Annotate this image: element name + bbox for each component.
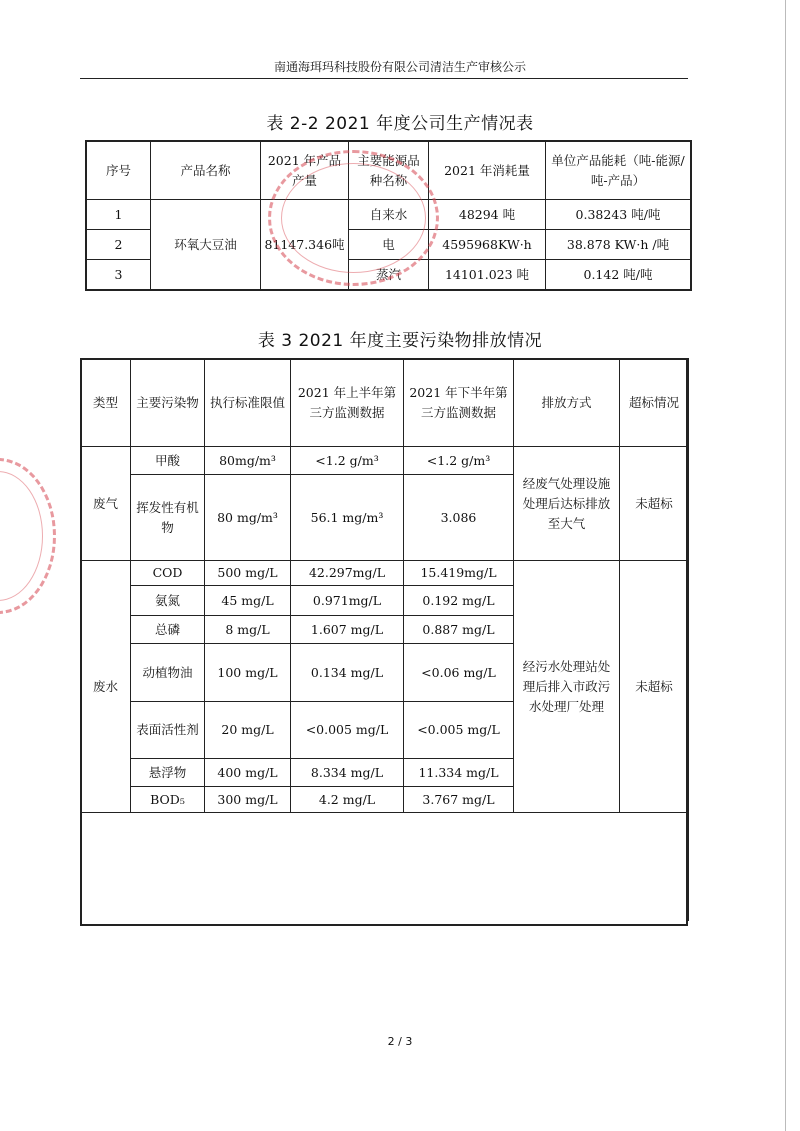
table1-title: 表 2-2 2021 年度公司生产情况表	[266, 114, 534, 134]
product-name: 环氧大豆油	[151, 200, 261, 290]
h2-value: 15.419mg/L	[404, 561, 514, 586]
pollutant: COD	[131, 561, 205, 586]
limit: 80 mg/m³	[205, 475, 291, 561]
header-cell: 2021 年消耗量	[429, 142, 546, 200]
table-row	[87, 200, 691, 230]
header-cell: 超标情况	[620, 359, 689, 447]
h2-value: 0.887 mg/L	[404, 616, 514, 644]
header-cell: 产品名称	[151, 142, 261, 200]
header-cell: 序号	[87, 142, 151, 200]
limit: 300 mg/L	[205, 787, 291, 813]
consumption: 4595968KW·h	[429, 230, 546, 260]
table-header-row	[87, 142, 691, 200]
h1-value: 0.971mg/L	[291, 586, 404, 616]
header-cell: 2021 年产品产量	[261, 142, 349, 200]
limit: 20 mg/L	[205, 702, 291, 759]
page-edge	[785, 0, 786, 1131]
water-method: 经污水处理站处理后排入市政污水处理厂处理	[514, 561, 620, 813]
row-number: 2	[87, 230, 151, 260]
consumption: 14101.023 吨	[429, 260, 546, 290]
header-cell: 单位产品能耗（吨-能源/吨-产品）	[546, 142, 691, 200]
h1-value: 42.297mg/L	[291, 561, 404, 586]
h1-value: 56.1 mg/m³	[291, 475, 404, 561]
empty-cell	[81, 813, 689, 921]
table-row	[81, 561, 689, 586]
page-number: 2 / 3	[387, 1035, 413, 1048]
h2-value: <0.06 mg/L	[404, 644, 514, 702]
limit: 500 mg/L	[205, 561, 291, 586]
h1-value: 1.607 mg/L	[291, 616, 404, 644]
table2-title: 表 3 2021 年度主要污染物排放情况	[257, 331, 543, 351]
limit: 8 mg/L	[205, 616, 291, 644]
h1-value: 0.134 mg/L	[291, 644, 404, 702]
document-header: 南通海珥玛科技股份有限公司清洁生产审核公示	[273, 60, 526, 74]
pollutant: 挥发性有机物	[131, 475, 205, 561]
partial-seal	[0, 458, 56, 614]
water-type: 废水	[81, 561, 131, 813]
pollutant: 表面活性剂	[131, 702, 205, 759]
h2-value: 3.767 mg/L	[404, 787, 514, 813]
header-cell: 类型	[81, 359, 131, 447]
header-cell: 执行标准限值	[205, 359, 291, 447]
energy-type: 蒸汽	[349, 260, 429, 290]
h1-value: <1.2 g/m³	[291, 447, 404, 475]
pollutant: 氨氮	[131, 586, 205, 616]
pollutant: 总磷	[131, 616, 205, 644]
product-output: 81147.346吨	[261, 200, 349, 290]
row-number: 1	[87, 200, 151, 230]
limit: 45 mg/L	[205, 586, 291, 616]
pollutant: 悬浮物	[131, 759, 205, 787]
emission-table	[80, 358, 689, 921]
header-cell: 主要污染物	[131, 359, 205, 447]
header-rule	[80, 78, 688, 79]
limit: 80mg/m³	[205, 447, 291, 475]
header-cell: 主要能源品种名称	[349, 142, 429, 200]
h2-value: 0.192 mg/L	[404, 586, 514, 616]
unit-consumption: 38.878 KW·h /吨	[546, 230, 691, 260]
header-cell: 2021 年下半年第三方监测数据	[404, 359, 514, 447]
h2-value: <0.005 mg/L	[404, 702, 514, 759]
limit: 400 mg/L	[205, 759, 291, 787]
h2-value: 3.086	[404, 475, 514, 561]
h2-value: <1.2 g/m³	[404, 447, 514, 475]
h1-value: 4.2 mg/L	[291, 787, 404, 813]
unit-consumption: 0.38243 吨/吨	[546, 200, 691, 230]
row-number: 3	[87, 260, 151, 290]
consumption: 48294 吨	[429, 200, 546, 230]
limit: 100 mg/L	[205, 644, 291, 702]
header-cell: 2021 年上半年第三方监测数据	[291, 359, 404, 447]
h2-value: 11.334 mg/L	[404, 759, 514, 787]
gas-type: 废气	[81, 447, 131, 561]
h1-value: 8.334 mg/L	[291, 759, 404, 787]
energy-type: 电	[349, 230, 429, 260]
header-cell: 排放方式	[514, 359, 620, 447]
gas-method: 经废气处理设施处理后达标排放至大气	[514, 447, 620, 561]
table-header-row	[81, 359, 689, 447]
pollutant: 动植物油	[131, 644, 205, 702]
pollutant: 甲酸	[131, 447, 205, 475]
unit-consumption: 0.142 吨/吨	[546, 260, 691, 290]
h1-value: <0.005 mg/L	[291, 702, 404, 759]
gas-status: 未超标	[620, 447, 689, 561]
empty-row	[81, 813, 689, 921]
table-row	[81, 447, 689, 475]
energy-type: 自来水	[349, 200, 429, 230]
water-status: 未超标	[620, 561, 689, 813]
pollutant: BOD₅	[131, 787, 205, 813]
production-table	[86, 141, 691, 290]
seal-ring	[0, 471, 43, 601]
